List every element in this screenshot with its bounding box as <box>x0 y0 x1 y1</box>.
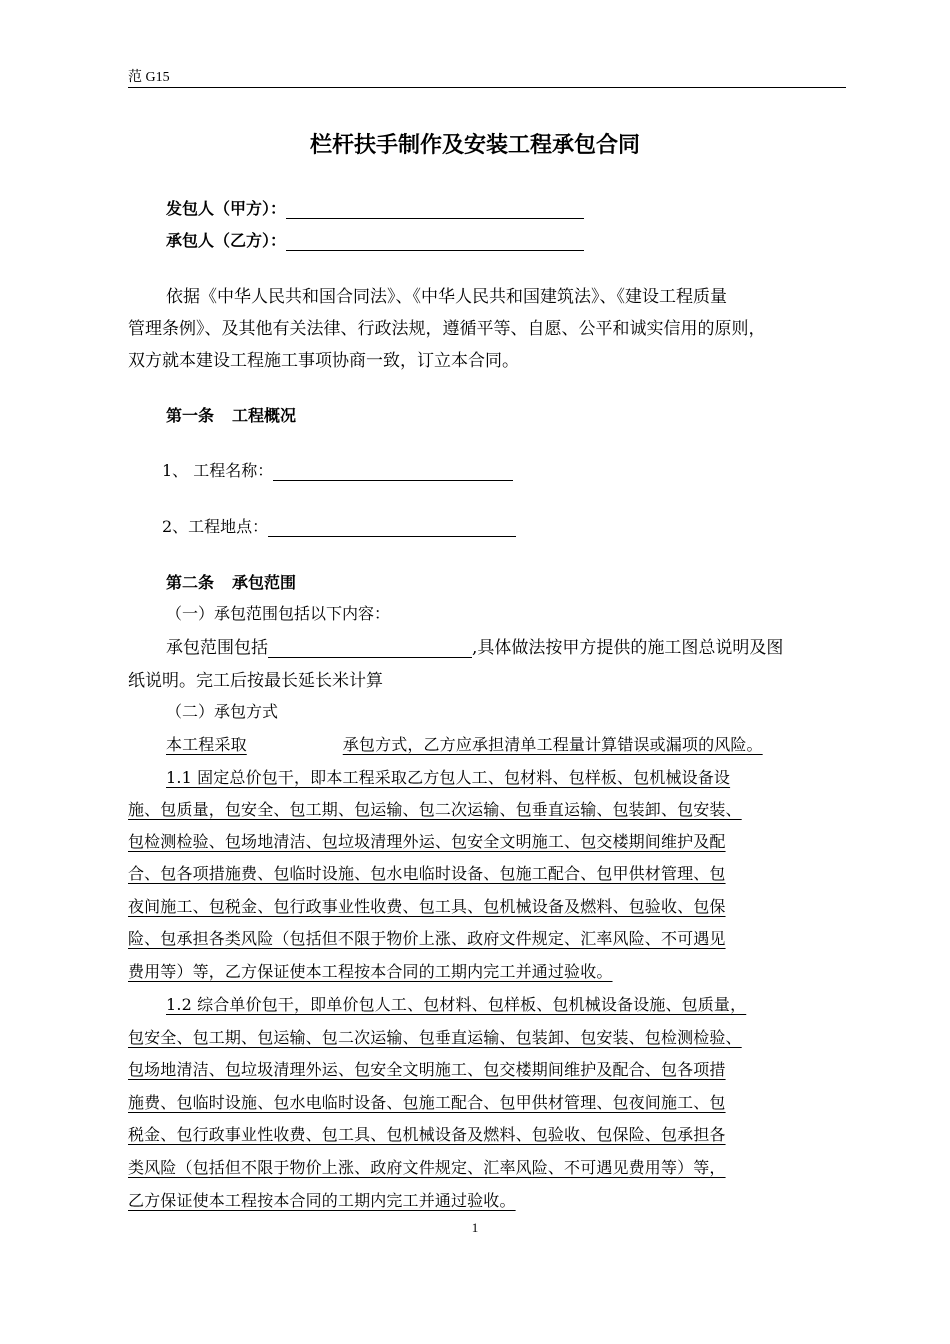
fixed-price-line-4: 合、包各项措施费、包临时设施、包水电临时设备、包施工配合、包甲供材管理、包 <box>128 864 726 883</box>
fixed-price-line-2: 施、包质量，包安全、包工期、包运输、包二次运输、包垂直运输、包装卸、包安装、 <box>128 800 742 819</box>
article-1-heading <box>166 403 296 426</box>
scope-line-1 <box>166 633 783 658</box>
article-2-number: 第二条 <box>166 573 215 592</box>
intro-line-3: 双方就本建设工程施工事项协商一致，订立本合同。 <box>128 351 519 371</box>
unit-price-line-3: 包场地清洁、包垃圾清理外运、包安全文明施工、包交楼期间维护及配合、包各项措 <box>128 1060 726 1079</box>
intro-line-2: 管理条例》、及其他有关法律、行政法规，遵循平等、自愿、公平和诚实信用的原则， <box>128 319 766 339</box>
employer-blank[interactable] <box>286 200 584 219</box>
method-line-pre: 本工程采取 <box>166 735 247 754</box>
unit-price-line-5: 税金、包行政事业性收费、包工具、包机械设备及燃料、包验收、包保险、包承担各 <box>128 1125 726 1144</box>
contractor-blank[interactable] <box>286 232 584 251</box>
scope-line-1-post: ,具体做法按甲方提供的施工图总说明及图 <box>472 638 784 658</box>
scope-line-1-pre: 承包范围包括 <box>166 638 268 658</box>
fixed-price-line-1: 1.1 固定总价包干，即本工程采取乙方包人工、包材料、包样板、包机械设备设 <box>166 768 731 787</box>
project-name-field <box>162 458 513 481</box>
contractor-label: 承包人（乙方）： <box>166 231 287 250</box>
scope-subheading: （一）承包范围包括以下内容： <box>166 604 391 623</box>
article-2-title: 承包范围 <box>232 573 297 592</box>
intro-line-1: 依据《中华人民共和国合同法》、《中华人民共和国建筑法》、《建设工程质量 <box>166 287 727 307</box>
project-location-field <box>162 514 516 537</box>
method-subheading: （二）承包方式 <box>166 702 279 721</box>
article-2-heading <box>166 570 296 593</box>
header-rule <box>128 87 846 88</box>
document-code: 范 G15 <box>128 70 170 85</box>
article-1-number: 第一条 <box>166 406 215 425</box>
unit-price-line-4: 施费、包临时设施、包水电临时设备、包施工配合、包甲供材管理、包夜间施工、包 <box>128 1093 726 1112</box>
unit-price-line-6: 类风险（包括但不限于物价上涨、政府文件规定、汇率风险、不可遇见费用等）等， <box>128 1158 726 1177</box>
scope-blank[interactable] <box>268 639 472 658</box>
fixed-price-line-6: 险、包承担各类风险（包括但不限于物价上涨、政府文件规定、汇率风险、不可遇见 <box>128 929 726 948</box>
unit-price-line-7: 乙方保证使本工程按本合同的工期内完工并通过验收。 <box>128 1191 516 1210</box>
unit-price-line-2: 包安全、包工期、包运输、包二次运输、包垂直运输、包装卸、包安装、包检测检验、 <box>128 1028 742 1047</box>
project-name-blank[interactable] <box>273 462 513 481</box>
unit-price-line-1: 1.2 综合单价包干，即单价包人工、包材料、包样板、包机械设备设施、包质量， <box>166 995 747 1014</box>
method-line <box>166 732 763 755</box>
fixed-price-line-3: 包检测检验、包场地清洁、包垃圾清理外运、包安全文明施工、包交楼期间维护及配 <box>128 832 726 851</box>
contractor-field <box>166 228 584 251</box>
contract-title: 栏杆扶手制作及安装工程承包合同 <box>309 133 640 158</box>
article-1-title: 工程概况 <box>232 406 297 425</box>
page-number: 1 <box>471 1220 479 1235</box>
employer-field <box>166 196 584 219</box>
project-location-label: 2、工程地点： <box>162 517 269 536</box>
method-line-post: 承包方式，乙方应承担清单工程量计算错误或漏项的风险。 <box>342 735 763 754</box>
fixed-price-line-7: 费用等）等，乙方保证使本工程按本合同的工期内完工并通过验收。 <box>128 962 613 981</box>
project-name-label: 1、 工程名称： <box>162 461 274 480</box>
fixed-price-line-5: 夜间施工、包税金、包行政事业性收费、包工具、包机械设备及燃料、包验收、包保 <box>128 897 726 916</box>
project-location-blank[interactable] <box>268 518 516 537</box>
method-blank[interactable] <box>247 735 343 754</box>
scope-line-2: 纸说明。完工后按最长延长米计算 <box>128 671 383 691</box>
employer-label: 发包人（甲方）： <box>166 199 287 218</box>
